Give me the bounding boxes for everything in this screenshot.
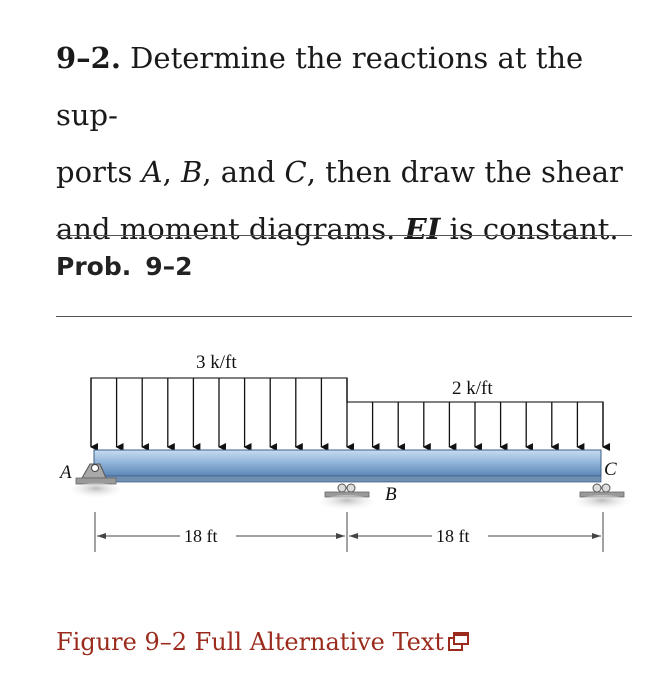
var-A: A	[141, 155, 163, 189]
problem-line-3: and moment diagrams. EI is constant.	[56, 212, 619, 246]
load-label-right: 2 k/ft	[452, 378, 493, 399]
load-arrows	[91, 378, 603, 447]
problem-statement	[56, 30, 636, 258]
support-B-roller-icon	[319, 484, 375, 513]
figure-caption-link[interactable]	[56, 628, 470, 658]
external-link-icon[interactable]	[448, 630, 470, 658]
caption-text[interactable]: Figure 9–2 Full Alternative Text	[56, 628, 445, 656]
beam	[94, 450, 601, 482]
beam-figure	[0, 330, 666, 560]
problem-number: 9–2.	[56, 41, 121, 75]
divider-top	[56, 235, 632, 236]
problem-line-1: 9–2. Determine the reactions at the sup-	[56, 41, 584, 132]
divider-bottom	[56, 316, 632, 317]
support-A-label: A	[60, 462, 72, 483]
dimension-left-label: 18 ft	[184, 526, 218, 546]
var-B: B	[181, 155, 203, 189]
var-EI: EI	[404, 212, 441, 246]
load-label-left: 3 k/ft	[196, 352, 237, 373]
support-C-roller-icon	[574, 484, 630, 513]
problem-line-2: ports A, B, and C, then draw the shear	[56, 155, 623, 189]
prob-label: Prob. 9–2	[56, 252, 193, 281]
support-C-label: C	[604, 459, 617, 480]
support-B-label: B	[385, 484, 397, 505]
dimension-lines	[95, 512, 603, 552]
var-C: C	[284, 155, 307, 189]
dimension-right-label: 18 ft	[436, 526, 470, 546]
